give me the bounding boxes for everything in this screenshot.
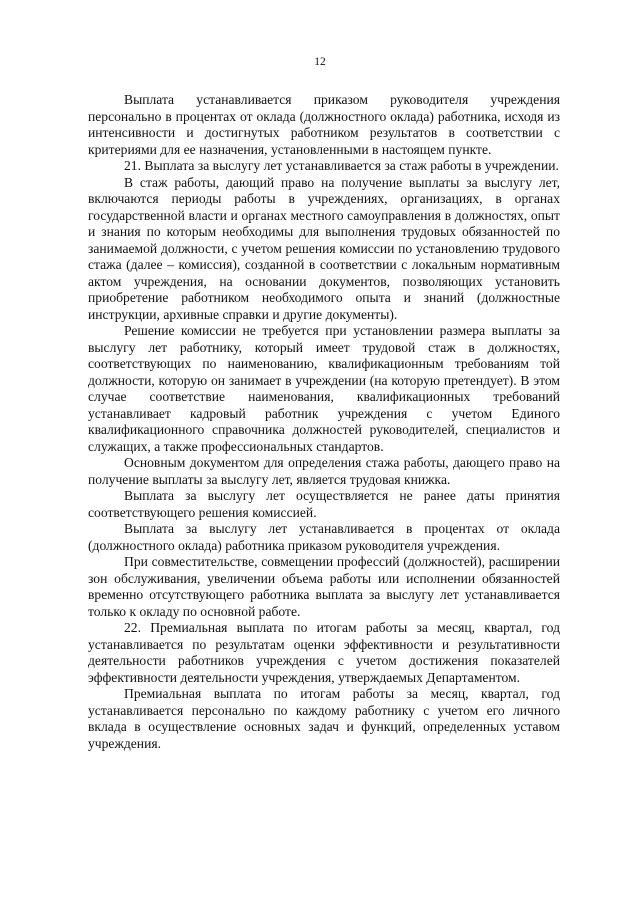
paragraph: Решение комиссии не требуется при установлении размера выплаты за выслугу лет работнику, который имеет трудовой стаж в должностях, соответствующих по наименованию, квалификационным требованиям той должности, которую он занимает в учреждении (на которую претендует). В этом случае соответствие наименования, квалификационных требований устанавливает кадровый работник учреждения с учетом Единого квалификационного справочника должностей руководителей, специалистов и служащих, а также профессиональных стандартов. <box>88 323 560 454</box>
paragraph: Выплата устанавливается приказом руководителя учреждения персонально в процентах от оклада (должностного оклада) работника, исходя из интенсивности и достигнутых работником результатов в соответствии с критериями для ее назначения, установленными в настоящем пункте. <box>88 92 560 157</box>
paragraph: Премиальная выплата по итогам работы за месяц, квартал, год устанавливается персонально по каждому работнику с учетом его личного вклада в осуществление основных задач и функций, определенных уставом учреждения. <box>88 686 560 751</box>
paragraph: В стаж работы, дающий право на получение выплаты за выслугу лет, включаются периоды работы в учреждениях, организациях, в органах государственной власти и органах местного самоуправления в должностях, опыт и знания по которым необходимы для выполнения трудовых обязанностей по занимаемой должности, с учетом решения комиссии по установлению трудового стажа (далее – комиссия), созданной в соответствии с локальным нормативным актом учреждения, на основании документов, позволяющих установить приобретение работником необходимого опыта и знаний (должностные инструкции, архивные справки и другие документы). <box>88 174 560 322</box>
document-body <box>88 92 560 752</box>
paragraph: Выплата за выслугу лет осуществляется не ранее даты принятия соответствующего решения комиссией. <box>88 488 560 520</box>
paragraph: 22. Премиальная выплата по итогам работы за месяц, квартал, год устанавливается по результатам оценки эффективности и результативности деятельности работников учреждения с учетом достижения показателей эффективности деятельности учреждения, утверждаемых Департаментом. <box>88 620 560 685</box>
paragraph: Выплата за выслугу лет устанавливается в процентах от оклада (должностного оклада) работника приказом руководителя учреждения. <box>88 521 560 553</box>
paragraph: Основным документом для определения стажа работы, дающего право на получение выплаты за выслугу лет, является трудовая книжка. <box>88 455 560 487</box>
paragraph: При совместительстве, совмещении профессий (должностей), расширении зон обслуживания, увеличении объема работы или исполнении обязанностей временно отсутствующего работника выплата за выслугу лет устанавливается только к окладу по основной работе. <box>88 554 560 619</box>
page-number: 12 <box>314 56 326 68</box>
paragraph: 21. Выплата за выслугу лет устанавливается за стаж работы в учреждении. <box>124 158 559 173</box>
